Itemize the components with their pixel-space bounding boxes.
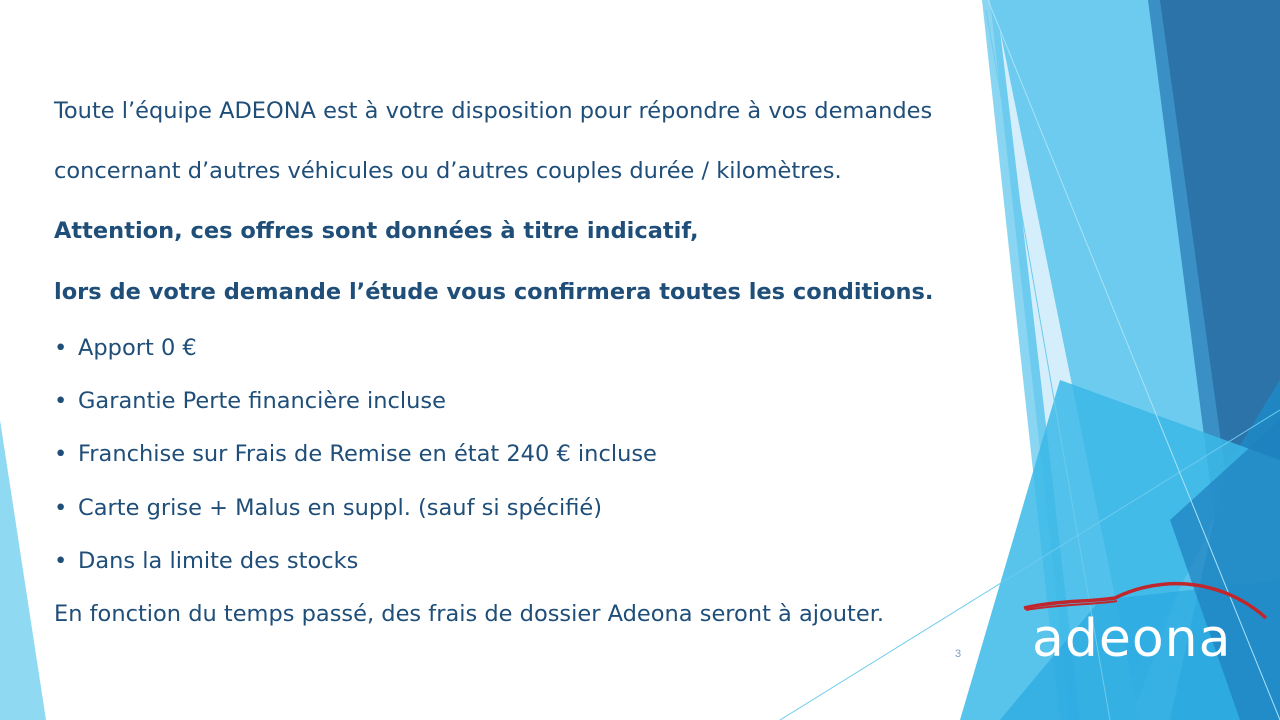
warning-line-1: Attention, ces offres sont données à titre indicatif, xyxy=(54,218,699,244)
warning-line-2: lors de votre demande l’étude vous confirmera toutes les conditions. xyxy=(54,279,934,305)
bullet-item xyxy=(54,333,954,363)
bullet-text: Dans la limite des stocks xyxy=(78,548,359,574)
bullet-text: Carte grise + Malus en suppl. (sauf si spécifié) xyxy=(78,495,603,521)
bullet-dot-icon: • xyxy=(54,388,68,414)
page-number: 3 xyxy=(955,648,962,660)
intro-paragraph-line-1: Toute l’équipe ADEONA est à votre disposition pour répondre à vos demandes xyxy=(54,98,933,124)
bullet-dot-icon: • xyxy=(54,441,68,467)
footer-note: En fonction du temps passé, des frais de dossier Adeona seront à ajouter. xyxy=(54,601,885,627)
bullet-dot-icon: • xyxy=(54,495,68,521)
bullet-text: Apport 0 € xyxy=(78,335,197,361)
bullet-text: Franchise sur Frais de Remise en état 240 € incluse xyxy=(78,441,657,467)
bullet-text: Garantie Perte financière incluse xyxy=(78,388,446,414)
adeona-logo xyxy=(1020,578,1270,668)
bullet-dot-icon: • xyxy=(54,548,68,574)
logo-wordmark: adeona xyxy=(1032,609,1232,668)
bullet-dot-icon: • xyxy=(54,335,68,361)
bullet-item xyxy=(54,493,954,523)
intro-paragraph-line-2: concernant d’autres véhicules ou d’autres couples durée / kilomètres. xyxy=(54,158,842,184)
bullet-item xyxy=(54,439,954,469)
bullet-item xyxy=(54,386,954,416)
bullet-item xyxy=(54,546,954,576)
